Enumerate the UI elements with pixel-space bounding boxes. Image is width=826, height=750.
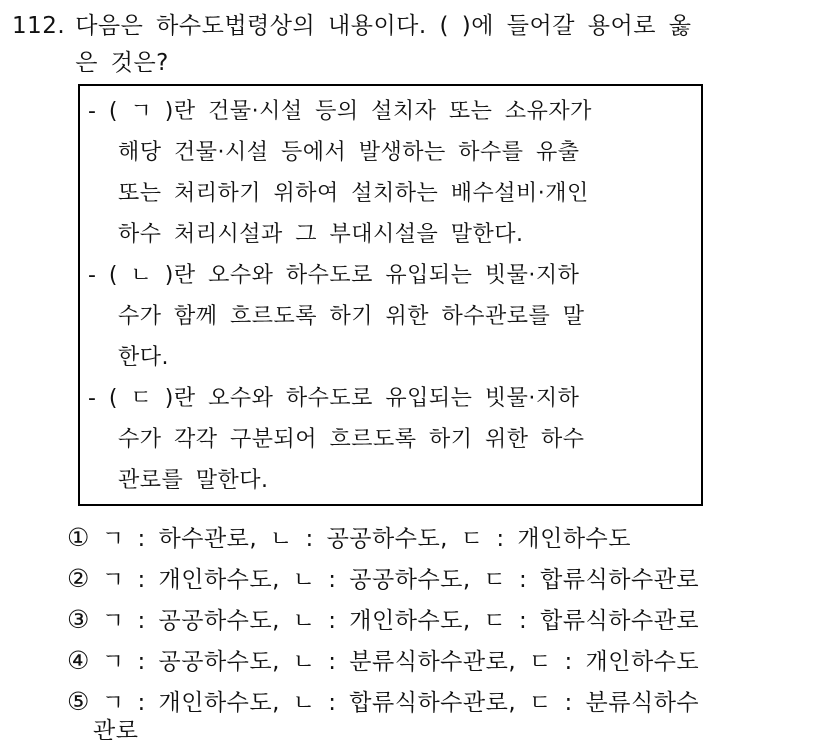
option-text-line: ㄱ : 공공하수도, ㄴ : 분류식하수관로, ㄷ : 개인하수도 bbox=[101, 649, 700, 675]
bullet-line: 또는 처리하기 위하여 설치하는 배수설비·개인 bbox=[118, 181, 589, 206]
definition-bullet bbox=[88, 255, 691, 378]
bullet-line: 하수 처리시설과 그 부대시설을 말한다. bbox=[118, 222, 524, 247]
option-text bbox=[102, 608, 699, 634]
answer-option bbox=[67, 688, 812, 745]
option-number-icon: ① bbox=[67, 523, 90, 552]
definition-bullet bbox=[88, 378, 691, 501]
question-text-line: 다음은 하수도법령상의 내용이다. ( )에 들어갈 용어로 옳 bbox=[75, 13, 692, 39]
option-text bbox=[93, 690, 699, 744]
bullet-line: - ( ㄷ )란 오수와 하수도로 유입되는 빗물·지하 bbox=[88, 386, 580, 411]
option-number-icon: ② bbox=[67, 564, 90, 593]
option-number-icon: ④ bbox=[67, 646, 90, 675]
option-text bbox=[102, 649, 699, 675]
options-list bbox=[67, 524, 812, 750]
definition-bullet bbox=[88, 91, 691, 255]
question-header bbox=[12, 8, 691, 82]
definition-box bbox=[78, 84, 703, 506]
answer-option bbox=[67, 565, 812, 594]
option-number-icon: ③ bbox=[67, 605, 90, 634]
bullet-line: 수가 함께 흐르도록 하기 위한 하수관로를 말 bbox=[118, 304, 585, 329]
option-text-line: 관로 bbox=[93, 718, 139, 744]
answer-option bbox=[67, 524, 812, 553]
bullet-line: 수가 각각 구분되어 흐르도록 하기 위한 하수 bbox=[118, 427, 585, 452]
answer-option bbox=[67, 606, 812, 635]
option-text-line: ㄱ : 개인하수도, ㄴ : 공공하수도, ㄷ : 합류식하수관로 bbox=[101, 567, 700, 593]
answer-option bbox=[67, 647, 812, 676]
option-text-line: ㄱ : 공공하수도, ㄴ : 개인하수도, ㄷ : 합류식하수관로 bbox=[101, 608, 700, 634]
option-text-line: ㄱ : 개인하수도, ㄴ : 합류식하수관로, ㄷ : 분류식하수 bbox=[101, 690, 700, 716]
bullet-line: 관로를 말한다. bbox=[118, 468, 269, 493]
option-text-line: ㄱ : 하수관로, ㄴ : 공공하수도, ㄷ : 개인하수도 bbox=[101, 526, 631, 552]
option-text bbox=[102, 526, 631, 552]
bullet-line: - ( ㄴ )란 오수와 하수도로 유입되는 빗물·지하 bbox=[88, 263, 580, 288]
option-number-icon: ⑤ bbox=[67, 687, 90, 716]
option-text bbox=[102, 567, 699, 593]
question-text-line: 은 것은? bbox=[75, 50, 169, 76]
question-text bbox=[75, 8, 691, 82]
question-number: 112. bbox=[12, 13, 66, 39]
bullet-line: 한다. bbox=[118, 345, 169, 370]
bullet-line: - ( ㄱ )란 건물·시설 등의 설치자 또는 소유자가 bbox=[88, 99, 592, 124]
bullet-line: 해당 건물·시설 등에서 발생하는 하수를 유출 bbox=[118, 140, 580, 165]
